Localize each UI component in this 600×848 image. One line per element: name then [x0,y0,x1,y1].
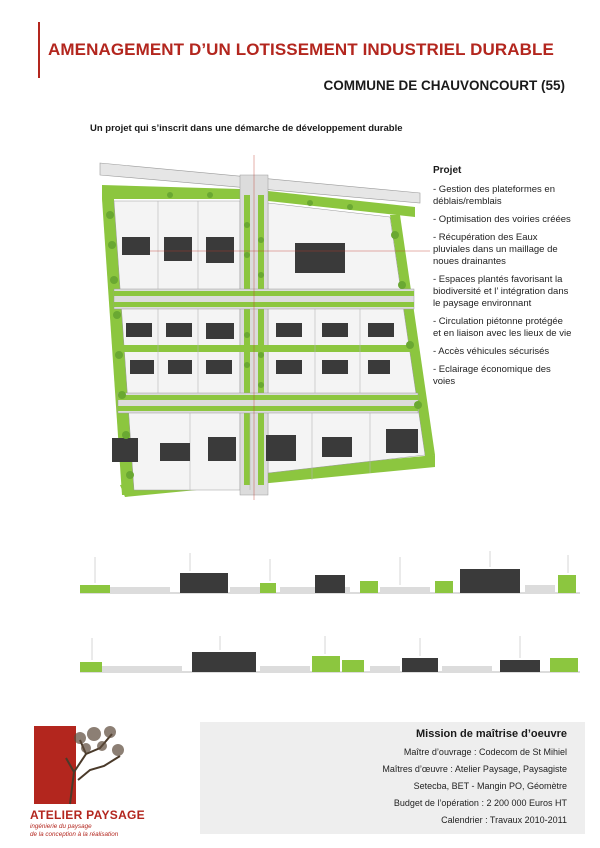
mission-line: Setecba, BET - Mangin PO, Géomètre [413,781,567,791]
project-item: - Eclairage économique des voies [433,364,551,387]
project-item: - Récupération des Eaux pluviales dans un maillage de noues drainantes [433,232,558,267]
title-accent-rule [38,22,40,78]
logo-wordmark: ATELIER PAYSAGE [30,808,145,822]
cross-section-lower [80,630,580,690]
mission-line: Maîtres d’œuvre : Atelier Paysage, Paysagiste [382,764,567,774]
commune-title: COMMUNE DE CHAUVONCOURT (55) [323,78,565,93]
project-item: - Espaces plantés favorisant la biodiversité et l’ intégration dans le paysage environnant [433,274,569,309]
project-item: - Accès véhicules sécurisés [433,346,550,357]
cross-section-lower-drawing [80,630,580,690]
page-title: AMENAGEMENT D’UN LOTISSEMENT INDUSTRIEL DURABLE [48,40,554,59]
tree-logo-icon [30,720,130,808]
atelier-paysage-logo [30,720,145,840]
project-item: - Circulation piétonne protégée et en liaison avec les lieux de vie [433,316,572,339]
mission-line: Calendrier : Travaux 2010-2011 [441,815,567,825]
project-item: - Gestion des plateformes en déblais/remblais [433,184,555,207]
logo-tagline: ingénierie du paysage [30,823,92,830]
site-plan-drawing [90,155,435,500]
cross-section-upper-drawing [80,545,580,613]
site-plan [90,155,435,500]
project-subtitle: Un projet qui s’inscrit dans une démarche de développement durable [90,123,403,134]
mission-line: Maître d’ouvrage : Codecom de St Mihiel [403,747,567,757]
logo-tagline: de la conception à la réalisation [30,831,119,838]
project-heading: Projet [433,165,462,176]
mission-line: Budget de l’opération : 2 200 000 Euros HT [393,798,567,808]
mission-box [200,722,585,834]
cross-section-upper [80,545,580,613]
project-panel [433,165,573,394]
mission-title: Mission de maîtrise d’oeuvre [416,728,567,740]
project-item: - Optimisation des voiries créées [433,214,571,225]
